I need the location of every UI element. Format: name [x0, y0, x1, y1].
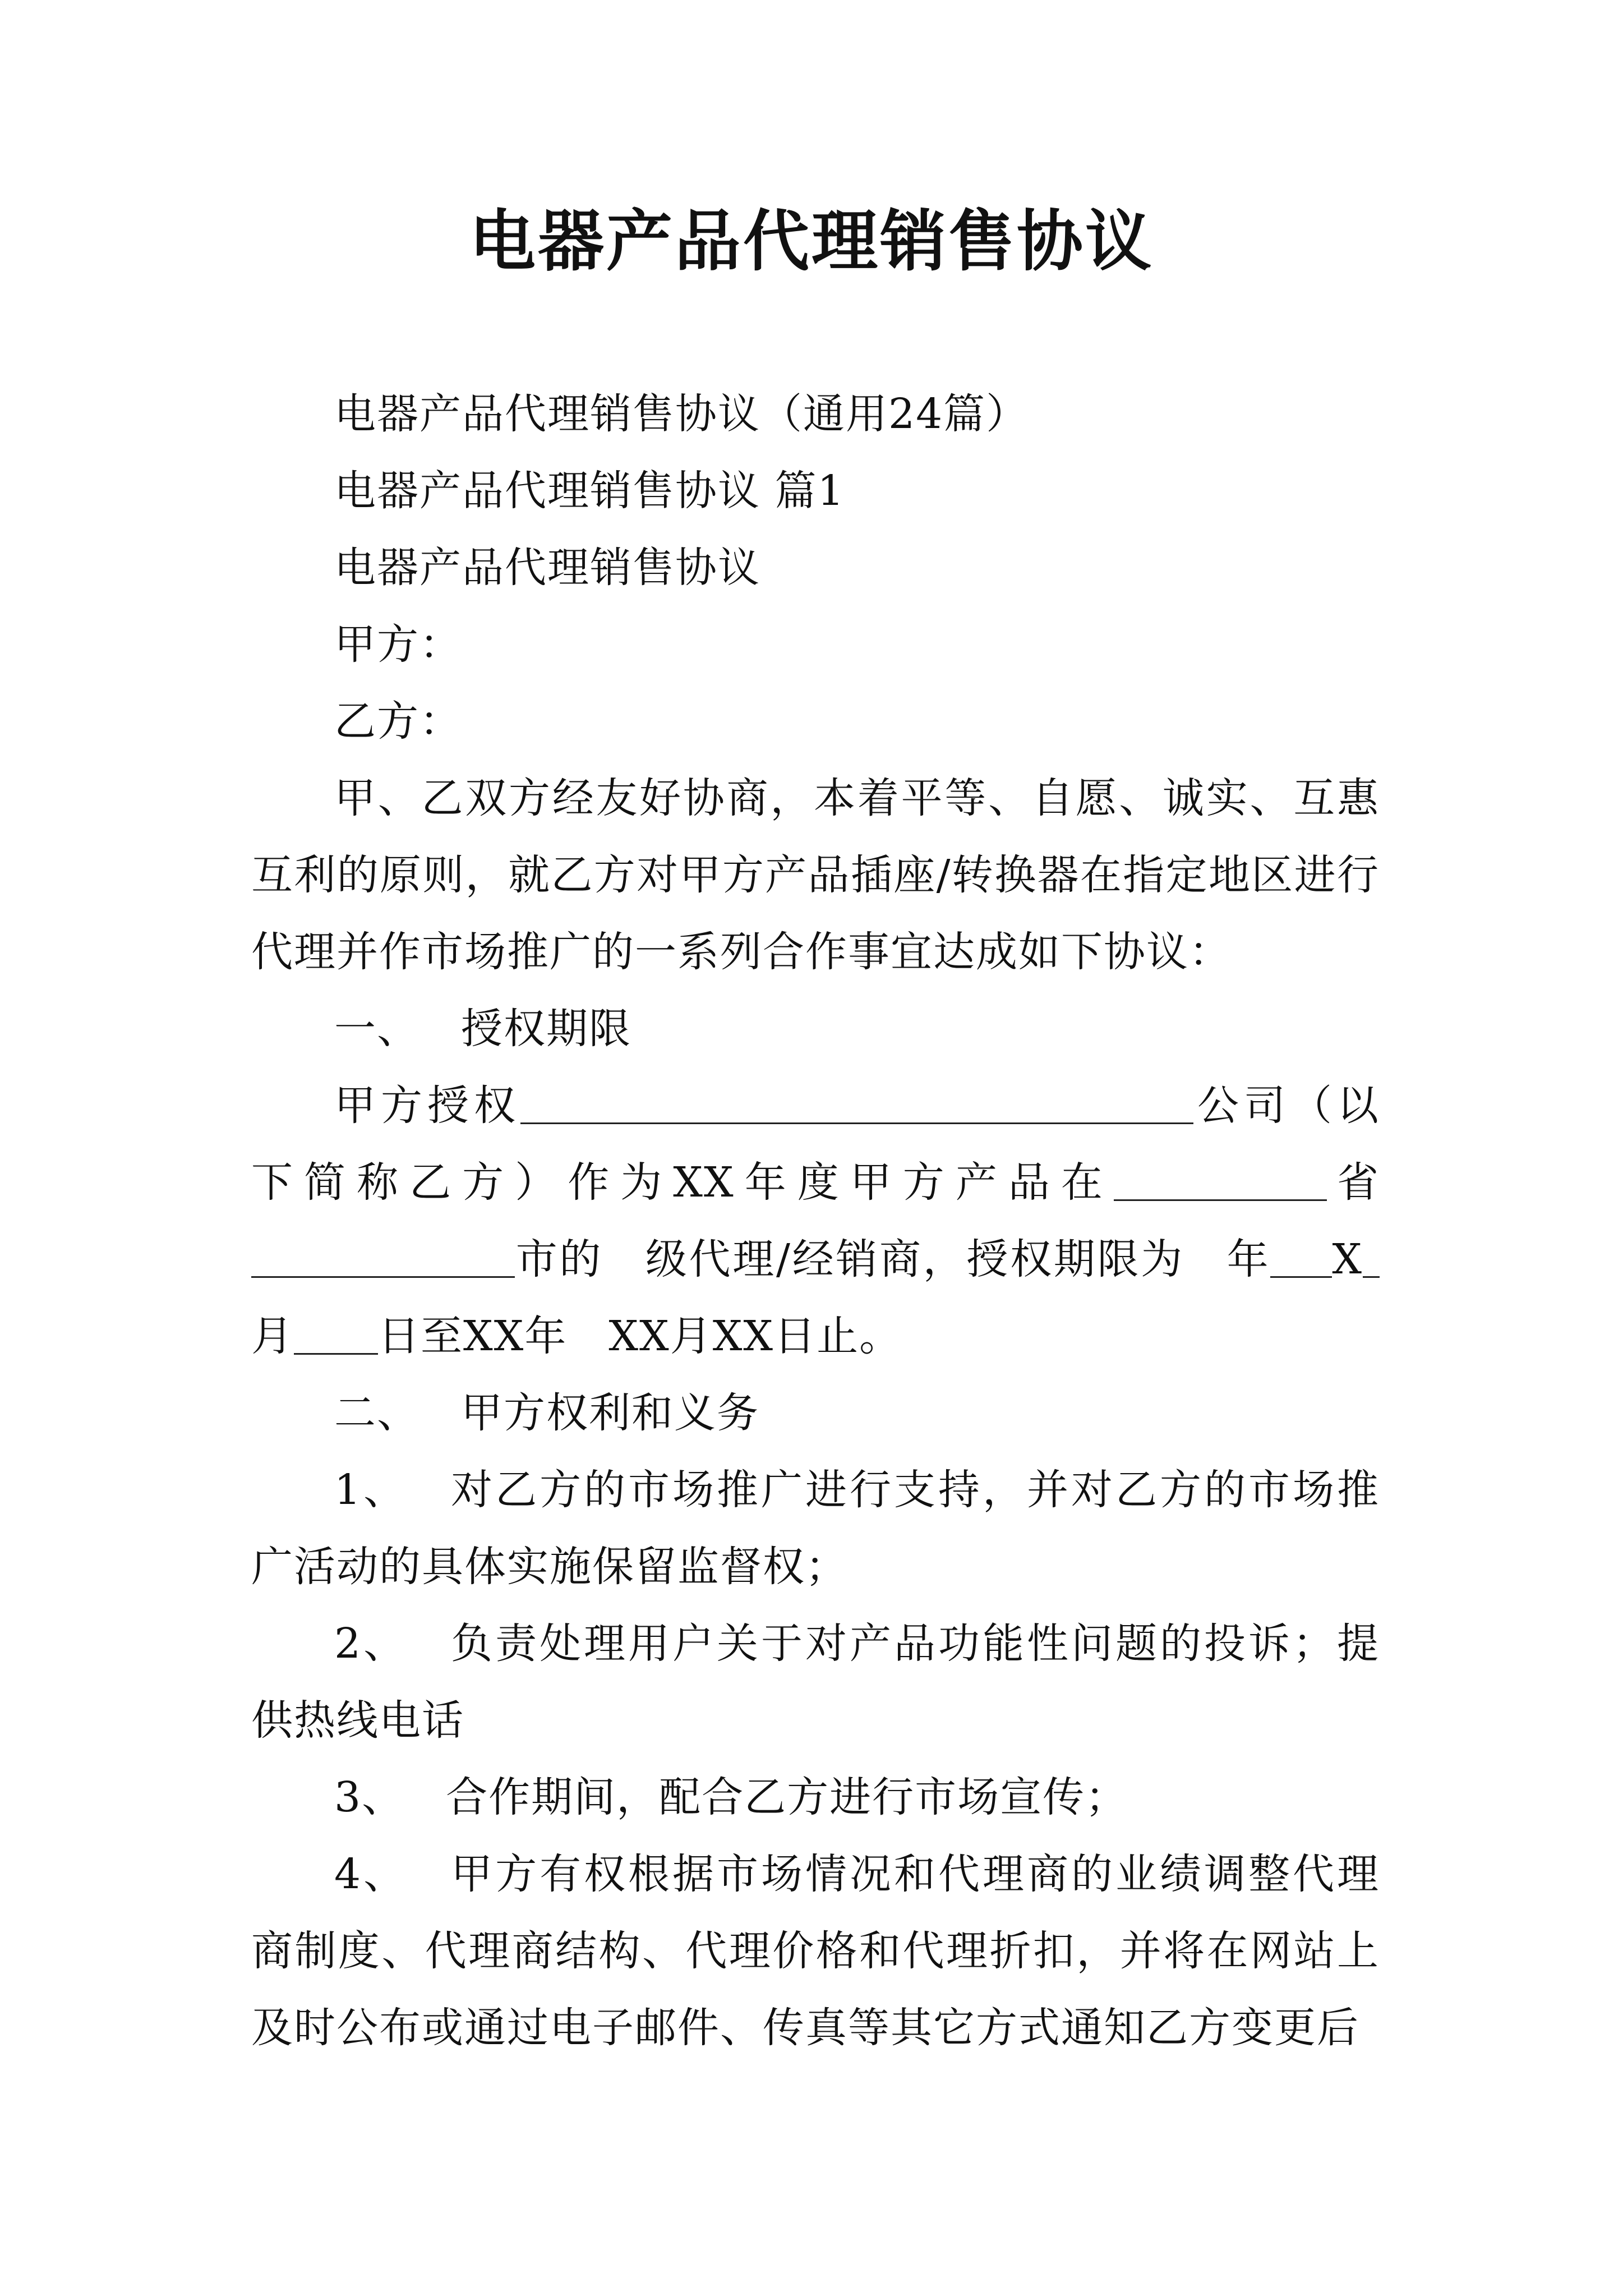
intro-paragraph: 甲、乙双方经友好协商，本着平等、自愿、诚实、互惠互利的原则，就乙方对甲方产品插座/转换器在指定地区进行代理并作市场推广的一系列合作事宜达成如下协议：	[251, 774, 1380, 976]
clause-1-heading-text: 授权期限	[461, 1005, 631, 1053]
clause-1-number: 一、	[334, 1005, 419, 1053]
company-name-blank	[520, 1078, 1193, 1124]
clause-2-heading	[251, 1375, 1380, 1452]
party-b-label: 乙方：	[334, 697, 462, 746]
clause-2-number: 二、	[334, 1389, 419, 1437]
clause-2-heading-text: 甲方权利和义务	[461, 1389, 759, 1437]
auth-text-6: 年	[1225, 1235, 1271, 1283]
item-number: 2、	[334, 1619, 408, 1668]
item-text: 合作期间，配合乙方进行市场宣传；	[446, 1773, 1128, 1821]
authorization-paragraph	[251, 1068, 1380, 1375]
auth-text-8: 月	[251, 1312, 294, 1360]
item-number: 4、	[334, 1850, 408, 1898]
clause-2-item-1	[251, 1452, 1380, 1605]
auth-text-10: XX月XX日止。	[608, 1312, 902, 1360]
auth-text-4: 市的	[515, 1235, 603, 1283]
auth-text-2: 公司（以下简称乙方）作为XX年度甲方产品在	[251, 1082, 1380, 1207]
auth-text-5: 级代理/经销商，授权期限为	[644, 1235, 1184, 1283]
document-title: 电器产品代理销售协议	[469, 202, 1154, 280]
clause-2-item-3	[251, 1759, 1380, 1836]
province-blank	[1114, 1154, 1327, 1201]
year-blank	[1270, 1231, 1332, 1278]
item-text: 对乙方的市场推广进行支持，并对乙方的市场推广活动的具体实施保留监督权；	[251, 1466, 1380, 1591]
item-number: 1、	[334, 1466, 408, 1514]
item-text: 负责处理用户关于对产品功能性问题的投诉；提供热线电话	[251, 1619, 1380, 1745]
clause-2-item-4	[251, 1836, 1380, 2067]
item-text: 甲方有权根据市场情况和代理商的业绩调整代理商制度、代理商结构、代理价格和代理折扣，并将在网站上及时公布或通过电子邮件、传真等其它方式通知乙方变更后	[251, 1850, 1380, 2052]
party-a-label: 甲方：	[334, 620, 462, 669]
clause-1-heading	[251, 991, 1380, 1068]
auth-text-1: 甲方授权	[334, 1082, 520, 1130]
auth-text-3: 省	[1326, 1158, 1380, 1207]
city-blank	[251, 1231, 515, 1278]
document-body	[251, 376, 1380, 2067]
day-blank	[294, 1308, 378, 1355]
auth-text-9: 日至XX年	[378, 1312, 568, 1360]
agreement-title: 电器产品代理销售协议	[334, 544, 760, 592]
month-blank-tail	[1363, 1231, 1380, 1278]
auth-text-7: X	[1332, 1235, 1363, 1283]
subtitle: 电器产品代理销售协议（通用24篇）	[334, 390, 1029, 438]
section-title: 电器产品代理销售协议 篇1	[334, 467, 845, 515]
clause-2-item-2	[251, 1605, 1380, 1759]
item-number: 3、	[334, 1773, 405, 1821]
